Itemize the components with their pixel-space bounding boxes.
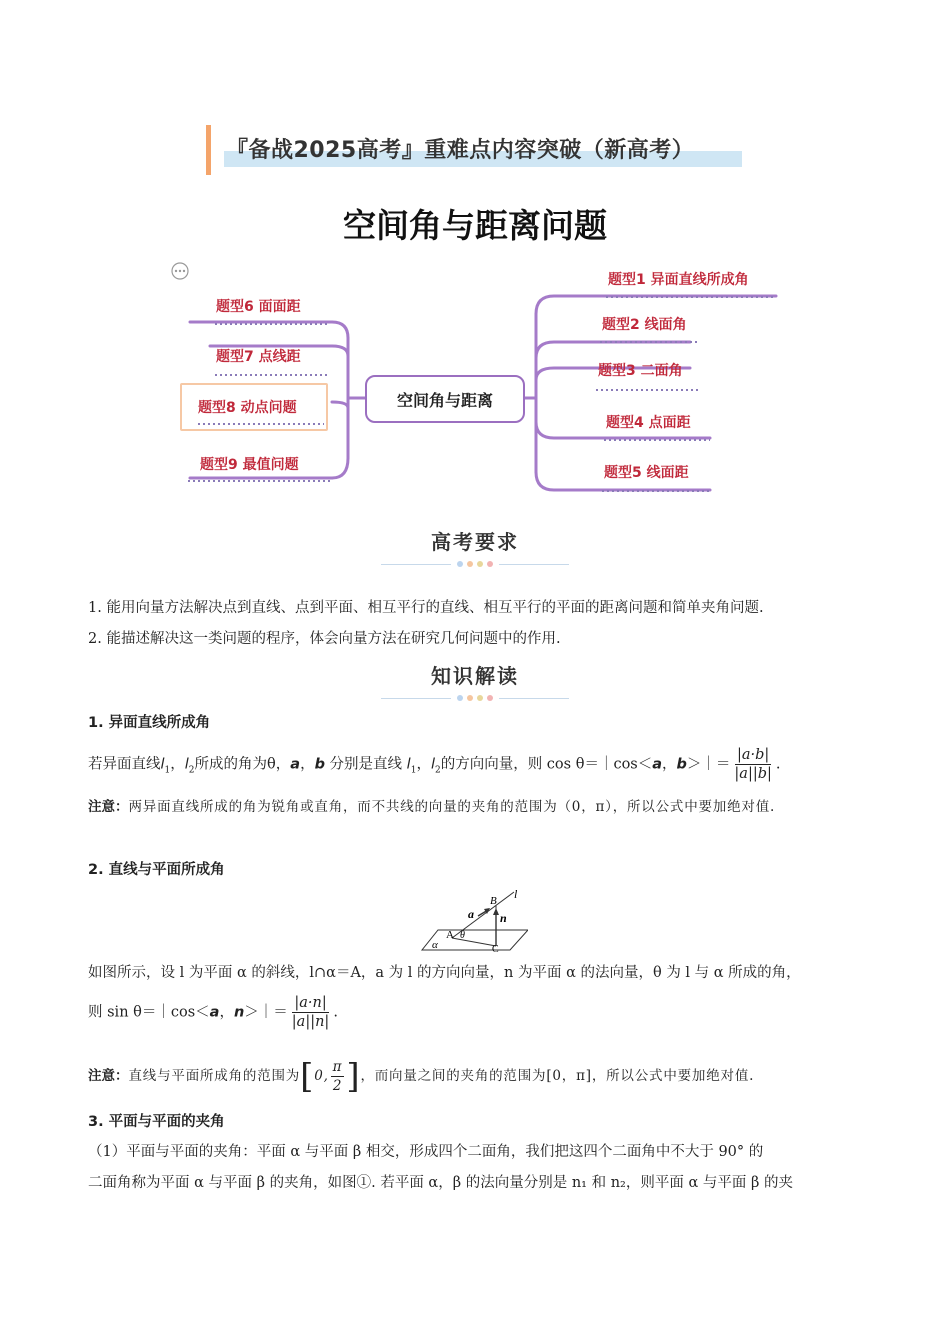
requirement-2: 2. 能描述解决这一类问题的程序，体会向量方法在研究几何问题中的作用. — [88, 631, 561, 647]
requirement-1: 1. 能用向量方法解决点到直线、点到平面、相互平行的直线、相互平行的平面的距离问题和简单夹角问题. — [88, 600, 764, 616]
figure-label-l: l — [514, 887, 518, 901]
figure-label-a: a — [468, 907, 474, 921]
mindmap-node-type6: 题型6 面面距 — [216, 299, 301, 315]
mindmap-node-type5: 题型5 线面距 — [604, 465, 689, 481]
formula-skew-lines: 若异面直线$l_1$，$l_2$所成的角为θ，a，b 分别是直线 $l_1$，$l_2$的方向向量，则 cos θ＝｜cos＜a，b＞｜＝ $\frac{|a\cdot b|}{|a||b|}$ . — [88, 747, 781, 782]
section-divider — [0, 695, 950, 701]
mindmap-node-type9: 题型9 最值问题 — [200, 457, 299, 473]
section-title: 知识解读 — [431, 664, 519, 688]
mindmap-node-type4: 题型4 点面距 — [606, 415, 691, 431]
mindmap — [170, 262, 790, 502]
banner-accent-bar — [206, 125, 211, 175]
figure-label-alpha: α — [432, 939, 438, 951]
note-line-plane: 注意：直线与平面所成角的范围为[0, $\frac{\pi}{2}$ ]，而向量之间的夹角的范围为[0，π]，所以公式中要加绝对值. — [88, 1056, 755, 1097]
comment-icon — [170, 262, 190, 280]
mindmap-center-node: 空间角与距离 — [365, 375, 525, 423]
banner — [206, 125, 746, 175]
heading-line-plane-angle: 2. 直线与平面所成角 — [88, 862, 225, 878]
heading-plane-plane-angle: 3. 平面与平面的夹角 — [88, 1114, 225, 1130]
section-divider — [0, 561, 950, 567]
figure-label-A: A — [446, 929, 454, 941]
note-skew-lines: 注意：两异面直线所成的角为锐角或直角，而不共线的向量的夹角的范围为（0，π），所以公式中要加绝对值. — [88, 799, 776, 815]
mindmap-node-type8: 题型8 动点问题 — [198, 400, 297, 416]
figure-label-B: B — [490, 895, 497, 907]
section-header-knowledge — [0, 660, 950, 701]
fraction-cos-ab: $\frac{|a\cdot b|}{|a||b|}$ — [734, 747, 772, 782]
heading-skew-lines-angle: 1. 异面直线所成角 — [88, 715, 211, 731]
figure-label-C: C — [492, 944, 499, 952]
mindmap-node-type1: 题型1 异面直线所成角 — [608, 272, 749, 288]
mindmap-node-type7: 题型7 点线距 — [216, 349, 301, 365]
section-title: 高考要求 — [431, 530, 519, 554]
fraction-cos-an: $\frac{|a\cdot n|}{|a||n|}$ — [291, 995, 330, 1030]
figure-label-n: n — [500, 911, 507, 925]
formula-line-plane: 则 sin θ＝｜cos＜a，n＞｜＝ $\frac{|a\cdot n|}{|a||n|}$ . — [88, 995, 338, 1030]
plane-plane-line-1: （1）平面与平面的夹角：平面 α 与平面 β 相交，形成四个二面角，我们把这四个二面角中不大于 90° 的 — [88, 1144, 764, 1160]
page-title: 空间角与距离问题 — [343, 206, 607, 245]
line-plane-figure — [418, 886, 528, 952]
line-plane-description: 如图所示，设 l 为平面 α 的斜线，l∩α＝A，a 为 l 的方向向量，n 为平面 α 的法向量，θ 为 l 与 α 所成的角， — [88, 965, 801, 981]
mindmap-node-type3: 题型3 二面角 — [598, 363, 683, 379]
banner-title: 『备战2025高考』重难点内容突破（新高考） — [226, 138, 695, 163]
fraction-pi-over-2: $\frac{\pi}{2}$ — [332, 1059, 343, 1094]
figure-label-theta: θ — [460, 930, 465, 941]
mindmap-node-type2: 题型2 线面角 — [602, 317, 687, 333]
plane-plane-line-2: 二面角称为平面 α 与平面 β 的夹角，如图①. 若平面 α，β 的法向量分别是 n₁ 和 n₂，则平面 α 与平面 β 的夹 — [88, 1175, 793, 1191]
section-header-requirements — [0, 526, 950, 567]
